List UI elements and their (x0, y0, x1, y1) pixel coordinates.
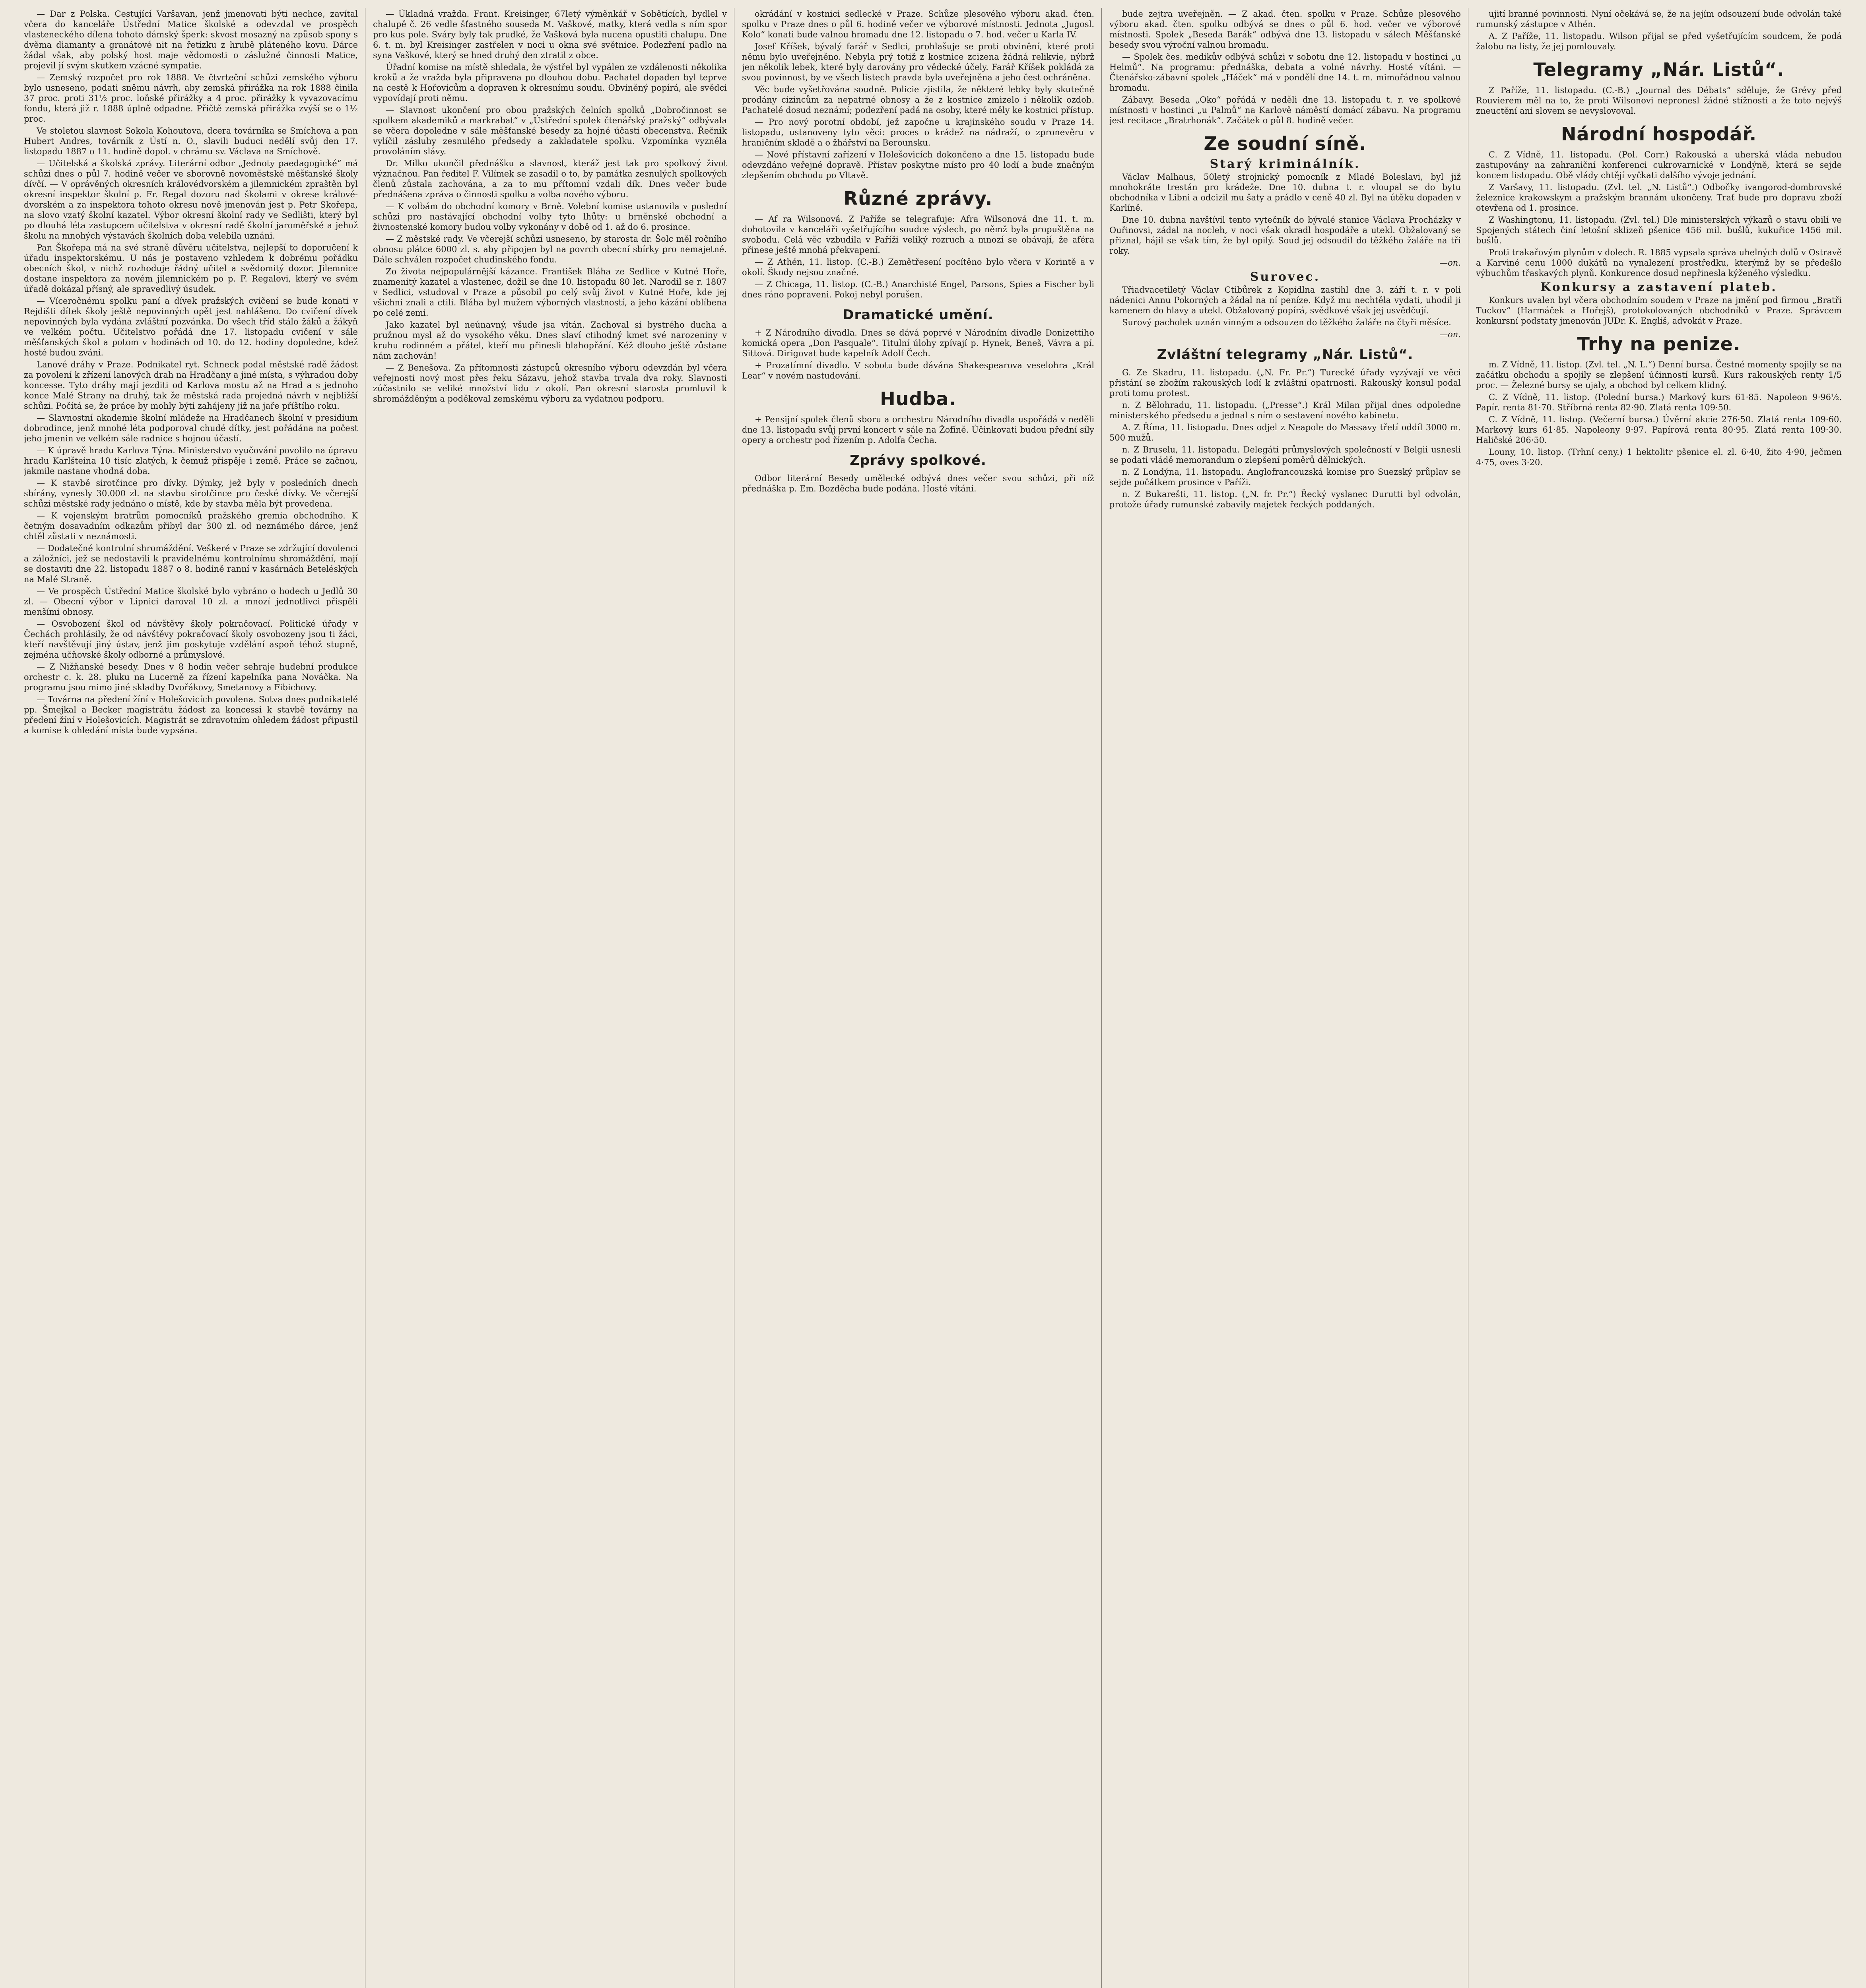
article-paragraph: — Pro nový porotní období, jež započne u krajinského soudu v Praze 14. listopadu, ustanoveny tyto věci: proces o krádež na nádraží, o zpronevěru v hraničním skladě a o žhářství na Berounsku. (742, 117, 1094, 148)
article-paragraph: — Z Athén, 11. listop. (C.-B.) Zemětřesení pocítěno bylo včera v Korintě a v okolí. Škody nejsou značné. (742, 257, 1094, 277)
article-paragraph: — Továrna na předení žíní v Holešovicích povolena. Sotva dnes podnikatelé pp. Šmejkal a Becker magistrátu žádost za koncessi k stavbě továrny na předení žíní v Holešovicích. Magistrát se zdravotním ohledem žádost připustil a komise k ohledání místa bude vypsána. (24, 695, 358, 735)
article-paragraph: — Nové přístavní zařízení v Holešovicích dokončeno a dne 15. listopadu bude odevzdáno veřejné dopravě. Přístav poskytne místo pro 40 lodí a bude značným zlepšením obchodu po Vltavě. (742, 150, 1094, 180)
article-paragraph: Zo života nejpopulárnější kázance. František Bláha ze Sedlice v Kutné Hoře, znamenitý kazatel a vlastenec, dožil se dne 10. listopadu 80 let. Narodil se r. 1807 v Sedlici, vstudoval v Praze a působil po celý svůj život v Kutné Hoře, kde jej všichni znali a ctili. Bláha byl mužem výborných vlastností, a jeho kázání oblíbena po celé zemi. (373, 267, 727, 318)
article-paragraph: Z Varšavy, 11. listopadu. (Zvl. tel. „N. Listů“.) Odbočky ivangorod-dombrovské železnice krakowskym a pražským brannám ukončeny. Trať bude pro dopravu zboží otevřena od 1. prosince. (1476, 182, 1842, 213)
article-paragraph: — Víceročnému spolku paní a dívek pražských cvičení se bude konati v Rejdišti dítek školy ještě nepovinných opět jest nahlášeno. Do cvičení dívek nepovinných byla vydána zvláštní pozvánka. Do všech tříd stálo žáků a žákyň ve velkém počtu. Učitelstvo pořádá dne 17. listopadu cvičení v sále měšťanských škol a potom v hodinách od 10. do 12. hodiny dopoledne, kdež hosté budou zváni. (24, 296, 358, 357)
article-paragraph: + Z Národního divadla. Dnes se dává poprvé v Národním divadle Donizettiho komická opera „Don Pasquale“. Titulní úlohy zpívají p. Hynek, Beneš, Vávra a pí. Sittová. Dirigovat bude kapelník Adolf Čech. (742, 328, 1094, 358)
article-paragraph: Úřadní komise na místě shledala, že výstřel byl vypálen ze vzdálenosti několika kroků a že vražda byla připravena po dlouhou dobu. Pachatel dopaden byl teprve na cestě k Hořovicům a dopraven k okresnímu soudu. Obviněný popírá, ale svědci vypovídají proti němu. (373, 62, 727, 103)
column-3 (742, 9, 1094, 1988)
article-paragraph: Pan Škořepa má na své straně důvěru učitelstva, nejlepší to doporučení k úřadu inspektorskému. U nás je postaveno vzhledem k dobrému pořádku obecních škol, v nichž rozhoduje řádný učitel a svědomitý dozor. Jilemnice dostane inspektora za novém jilemnickém po p. F. Regalovi, který ve svém úřadě dokázal přísný, ale spravedlivý úsudek. (24, 243, 358, 294)
section-title-telegramy: Telegramy „Nár. Listů“. (1533, 59, 1784, 80)
section-title-zvlastni-telegramy: Zvláštní telegramy „Nár. Listů“. (1157, 347, 1414, 363)
article-paragraph: — Z Nižňanské besedy. Dnes v 8 hodin večer sehraje hudební produkce orchestr c. k. 28. pluku na Lucerně za řízení kapelníka pana Nováčka. Na programu jsou mimo jiné skladby Dvořákovy, Smetanovy a Fibichovy. (24, 662, 358, 692)
article-paragraph: — Z Chicaga, 11. listop. (C.-B.) Anarchisté Engel, Parsons, Spies a Fischer byli dnes ráno popraveni. Pokoj nebyl porušen. (742, 280, 1094, 299)
section-title-konkursy: Konkursy a zastavení plateb. (1540, 280, 1777, 294)
article-paragraph: bude zejtra uveřejněn. — Z akad. čten. spolku v Praze. Schůze plesového výboru akad. čten. spolku odbývá se dnes o půl 6. hod. večer ve výborové místnosti. Spolek „Beseda Barák“ odbývá dne 13. listopadu v sálech Měšťanské besedy svou výroční valnou hromadu. (1109, 9, 1461, 50)
article-paragraph: Václav Malhaus, 50letý strojnický pomocník z Mladé Boleslavi, byl již mnohokráte trestán pro krádeže. Dne 10. dubna t. r. vloupal se do bytu obchodníka v Libni a odcizil mu šaty a prádlo v ceně 40 zl. Byl na útěku dopaden v Karlíně. (1109, 172, 1461, 213)
article-paragraph: Zábavy. Beseda „Oko“ pořádá v neděli dne 13. listopadu t. r. ve spolkové místnosti v hostinci „u Palmů“ na Karlově náměstí domácí zábavu. Na programu jest recitace „Bratrhonák“. Začátek o půl 8. hodině večer. (1109, 95, 1461, 125)
section-title-hudba: Hudba. (880, 388, 956, 410)
article-paragraph: m. Z Vídně, 11. listop. (Zvl. tel. „N. L.“) Denní bursa. Čestné momenty spojily se na začátku obchodu a spojily se zlepšení účinností kursů. Kurs rakouských renty 1/5 proc. — Železné bursy se ujaly, a obchod byl celkem klidný. (1476, 360, 1842, 390)
article-paragraph: — K volbám do obchodní komory v Brně. Volební komise ustanovila v poslední schůzi pro nastávající obchodní volby tyto lhůty: u brněnské obchodní a živnostenské komory budou volby vykonány v době od 1. až do 6. prosince. (373, 202, 727, 232)
section-title-ze-soudni-sine: Ze soudní síně. (1204, 133, 1367, 154)
article-paragraph: — Spolek čes. medikův odbývá schůzi v sobotu dne 12. listopadu v hostinci „u Helmů“. Na programu: přednáška, debata a volné návrhy. Hosté vítáni. — Čtenářsko-zábavní spolek „Háček“ má v pondělí dne 14. t. m. mimořádnou valnou hromadu. (1109, 52, 1461, 93)
column-1 (24, 9, 358, 1988)
article-paragraph: — K úpravě hradu Karlova Týna. Ministerstvo vyučování povolilo na úpravu hradu Karlšteina 10 tisíc zlatých, k čemuž přispěje i země. Práce se začnou, jakmile nastane vhodná doba. (24, 446, 358, 476)
column-5 (1476, 9, 1842, 1988)
article-paragraph: — Zemský rozpočet pro rok 1888. Ve čtvrteční schůzi zemského výboru bylo usneseno, podati sněmu návrh, aby zemská přirážka na rok 1888 činila 37 proc. proti 31½ proc. loňské přirážky a 4 proc. přirážky k vyvazovacímu fondu, která již r. 1888 úplně odpadne. Přičtě zemská přirážka zvýší se o 1½ proc. (24, 73, 358, 124)
article-signature: —on. (1439, 330, 1461, 339)
article-paragraph: okrádání v kostnici sedlecké v Praze. Schůze plesového výboru akad. čten. spolku v Praze dnes o půl 6. hodině večer ve výborové místnosti. Jednota „Jugosl. Kolo“ konati bude valnou hromadu dne 12. listopadu o 7. hod. večer u Karla IV. (742, 9, 1094, 39)
article-paragraph: — Z městské rady. Ve včerejší schůzi usneseno, by starosta dr. Šolc měl ročního obnosu plátce 6000 zl. s. aby připojen byl na povrch obecní sbírky pro nemajetné. Dále schválen rozpočet chudinského fondu. (373, 234, 727, 264)
article-paragraph: Z Paříže, 11. listopadu. (C.-B.) „Journal des Débats“ sděluje, že Grévy před Rouvierem měl na to, že proti Wilsonovi nepronesl žádné stížnosti a že toto nejvýš zneuctění ani slovem se nevyslovoval. (1476, 85, 1842, 116)
article-paragraph: ujití branné povinnosti. Nyní očekává se, že na jejím odsouzení bude odvolán také rumunský zástupce v Athén. (1476, 9, 1842, 29)
section-title-narodni-hospodar: Národní hospodář. (1561, 123, 1757, 145)
article-paragraph: Proti trakařovým plynům v dolech. R. 1885 vypsala správa uhelných dolů v Ostravě a Karviné cenu 1000 dukátů na vynalezení prostředku, kterýmž by se předešlo výbuchům třaskavých plynů. Konkurence dosud nepřinesla kýženého výsledku. (1476, 248, 1842, 278)
article-paragraph: A. Z Říma, 11. listopadu. Dnes odjel z Neapole do Massavy třetí oddíl 3000 m. 500 mužů. (1109, 423, 1461, 443)
article-paragraph: Lanové dráhy v Praze. Podnikatel ryt. Schneck podal městské radě žádost za povolení k zřízení lanových drah na Hradčany a jiné místa, s výhradou doby koncesse. Tyto dráhy mají jezditi od Karlova mostu až na Hrad a s jednoho konce Malé Strany na druhý, tak že městská rada projedná návrh v nejbližší schůzi. Počítá se, že práce by mohly býti zahájeny již na jaře příštího roku. (24, 360, 358, 411)
article-subtitle-surovec: Surovec. (1250, 270, 1320, 284)
article-paragraph: C. Z Vídně, 11. listop. (Polední bursa.) Markový kurs 61·85. Napoleon 9·96½. Papír. renta 81·70. Stříbrná renta 82·90. Zlatá renta 109·50. (1476, 392, 1842, 412)
section-title-trhy-na-penize: Trhy na penize. (1577, 333, 1741, 355)
column-rule (1101, 8, 1102, 1988)
section-title-zpravy-spolkove: Zprávy spolkové. (850, 452, 986, 468)
article-paragraph: Konkurs uvalen byl včera obchodním soudem v Praze na jmění pod firmou „Bratři Tuckov“ (Harmáček a Hořejš), protokolovaných obchodníků v Praze. Správcem konkursní podstaty jmenován JUDr. K. Engliš, advokát v Praze. (1476, 295, 1842, 326)
article-paragraph: Josef Kříšek, bývalý farář v Sedlci, prohlašuje se proti obvinění, které proti němu bylo uveřejněno. Nebyla prý totiž z kostnice zcizena žádná relikvie, nýbrž jen několik lebek, které byly darovány pro vědecké účely. Farář Kříšek pokládá za svou povinnost, by ve všech listech pravda byla uveřejněna a jeho čest ochráněna. (742, 42, 1094, 82)
article-paragraph: Z Washingtonu, 11. listopadu. (Zvl. tel.) Dle ministerských výkazů o stavu obilí ve Spojených státech činí letošní sklizeň pšenice 456 mil. bušlů, kukuřice 1456 mil. bušlů. (1476, 215, 1842, 245)
article-paragraph: n. Z Bruselu, 11. listopadu. Delegáti průmyslových společností v Belgii usnesli se podati vládě memorandum o zlepšení poměrů dělnických. (1109, 445, 1461, 465)
article-paragraph: Jako kazatel byl neúnavný, všude jsa vítán. Zachoval si bystrého ducha a pružnou mysl až do vysokého věku. Dnes slaví ctihodný kmet své narozeniny v kruhu rodinném a přátel, kteří mu přinesli blahopřání. Kéž dlouho ještě zůstane nám zachován! (373, 320, 727, 361)
section-title-ruzne-zpravy: Různé zprávy. (843, 188, 993, 209)
article-paragraph: Dne 10. dubna navštívil tento vytečník do bývalé stanice Václava Procházky v Ouřinovsi, zádal na nocleh, v noci však okradl hospodáře a utekl. Obžalovaný se přiznal, hájil se však tím, že byl opilý. Soud jej odsoudil do těžkého žaláře na tři roky. (1109, 215, 1461, 256)
article-paragraph: Třiadvacetiletý Václav Ctibůrek z Kopidlna zastihl dne 3. září t. r. v poli nádenici Annu Pokorných a žádal na ní peníze. Když mu nechtěla vydati, uhodil ji kamenem do hlavy a utekl. Obžalovaný popírá, svědkové však jej usvědčují. (1109, 285, 1461, 315)
article-paragraph: Louny, 10. listop. (Trhní ceny.) 1 hektolitr pšenice el. zl. 6·40, žito 4·90, ječmen 4·75, oves 3·20. (1476, 447, 1842, 467)
article-signature: —on. (1439, 258, 1461, 268)
article-paragraph: — Af ra Wilsonová. Z Paříže se telegrafuje: Afra Wilsonová dne 11. t. m. dohotovila v kanceláři vyšetřujícího soudce výslech, po němž byla propuštěna na svobodu. Celá věc vzbudila v Paříži veliký rozruch a mnozí se obávají, že aféra přinese ještě mnohá překvapení. (742, 214, 1094, 255)
article-paragraph: — Ve prospěch Ústřední Matice školské bylo vybráno o hodech u Jedlů 30 zl. — Obecní výbor v Lipnici daroval 10 zl. a mnozí jednotlivci přispěli menšími obnosy. (24, 586, 358, 617)
article-paragraph: Odbor literární Besedy umělecké odbývá dnes večer svou schůzi, při níž přednáška p. Em. Bozděcha bude podána. Hosté vítáni. (742, 474, 1094, 493)
article-paragraph: G. Ze Skadru, 11. listopadu. („N. Fr. Pr.“) Turecké úřady vyzývají ve věci přistání se zbožím rakouských lodí k zvláštní opatrnosti. Rakouský konsul podal proti tomu protest. (1109, 368, 1461, 398)
article-paragraph: Surový pacholek uznán vinným a odsouzen do těžkého žaláře na čtyři měsíce. (1122, 318, 1451, 327)
article-paragraph: C. Z Vídně, 11. listopadu. (Pol. Corr.) Rakouská a uherská vláda nebudou zastupovány na zahraniční konferenci cukrovarnické v Londýně, která se sejde koncem listopadu. Obě vlády chtějí vyčkati dalšího vývoje jednání. (1476, 150, 1842, 180)
article-paragraph: — Slavnostní akademie školní mládeže na Hradčanech školní v presidium dobrodince, jenž mnohé léta podporoval chudé dítky, jest pořádána na počest jeho jmenin ve velkém sále radnice s hojnou účastí. (24, 413, 358, 443)
column-2 (373, 9, 727, 1988)
article-paragraph: C. Z Vídně, 11. listop. (Večerní bursa.) Úvěrní akcie 276·50. Zlatá renta 109·60. Markový kurs 61·85. Napoleony 9·97. Papírová renta 80·95. Zlatá renta 109·30. Haličské 206·50. (1476, 415, 1842, 445)
article-paragraph: Dr. Milko ukončil přednášku a slavnost, kteráž jest tak pro spolkový život význačnou. Pan ředitel F. Vilímek se zasadil o to, by památka zesnulých spolkových členů zůstala zachována, a za to mu přítomní vzdali dík. Dnes večer bude přednášena zpráva o činnosti spolku a volba nového výboru. (373, 159, 727, 199)
article-paragraph: — Slavnost ukončení pro obou pražských čelních spolků „Dobročinnost se spolkem akademiků a markrabat“ v „Ústřední spolek čtenářský pražský“ odbývala se včera dopoledne v sále měšťanské besedy za hojné účasti obecenstva. Řečník vylíčil zásluhy zesnulého předsedy a zakladatele spolku. Vzpomínka vyzněla provoláním slávy. (373, 105, 727, 156)
article-paragraph: — K stavbě sirotčince pro dívky. Dýmky, jež byly v posledních dnech sbírány, vynesly 30.000 zl. na stavbu sirotčince pro české dívky. Ve včerejší schůzi městské rady jednáno o místě, kde by stavba měla být provedena. (24, 478, 358, 509)
article-paragraph: Věc bude vyšetřována soudně. Policie zjistila, že některé lebky byly skutečně prodány cizincům za nepatrné obnosy a že z kostnice zmizelo i několik ozdob. Pachatelé dosud neznámí; podezření padá na osoby, které měly ke kostnici přístup. (742, 85, 1094, 115)
article-paragraph: + Pensijní spolek členů sboru a orchestru Národního divadla uspořádá v neděli dne 13. listopadu svůj první koncert v sále na Žofíně. Účinkovati budou přední síly opery a orchestr pod řízením p. Adolfa Čecha. (742, 415, 1094, 445)
article-paragraph: — K vojenským bratrům pomocníků pražského gremia obchodního. K četným dosavadním odkazům přibyl dar 300 zl. od neznámého dárce, jenž chtěl zůstati v neznámosti. (24, 511, 358, 541)
article-paragraph: n. Z Bukarešti, 11. listop. („N. fr. Pr.“) Řecký vyslanec Durutti byl odvolán, protože úřady rumunské zabavily majetek řeckých poddaných. (1109, 489, 1461, 509)
article-paragraph: — Úkladná vražda. Frant. Kreisinger, 67letý výměnkář v Sobětících, bydlel v chalupě č. 26 vedle šťastného souseda M. Vaškové, matky, která vedla s ním spor pro kus pole. Sváry byly tak prudké, že Vašková byla nucena opustiti chalupu. Dne 6. t. m. byl Kreisinger zastřelen v noci u okna své světnice. Podezření padlo na syna Vaškové, který se hned druhý den ztratil z obce. (373, 9, 727, 60)
article-paragraph: — Z Benešova. Za přítomnosti zástupců okresního výboru odevzdán byl včera veřejnosti nový most přes řeku Sázavu, jehož stavba trvala dva roky. Slavnosti zúčastnilo se veliké množství lidu z okolí. Pan okresní starosta promluvil k shromážděným a poděkoval zemskému výboru za vydatnou podporu. (373, 363, 727, 404)
article-paragraph: n. Z Londýna, 11. listopadu. Anglofrancouzská komise pro Suezský průplav se sejde počátkem prosince v Paříži. (1109, 467, 1461, 487)
section-title-dramaticke-umeni: Dramatické umění. (843, 307, 994, 323)
article-paragraph: A. Z Paříže, 11. listopadu. Wilson přijal se před vyšetřujícím soudcem, že podá žalobu na listy, že jej pomlouvaly. (1476, 31, 1842, 51)
article-paragraph: — Osvobození škol od návštěvy školy pokračovací. Politické úřady v Čechách prohlásily, že od návštěvy pokračovací školy osvobozeny jsou ti žáci, kteří navštěvují jiný ústav, jenž jim poskytuje vzdělání aspoň téhož stupně, zejména učňovské školy odborné a průmyslové. (24, 619, 358, 660)
article-paragraph: + Prozatímní divadlo. V sobotu bude dávána Shakespearova veselohra „Král Lear“ v novém nastudování. (742, 361, 1094, 381)
article-paragraph: n. Z Bělohradu, 11. listopadu. („Presse“.) Král Milan přijal dnes odpoledne ministerského předsedu a jednal s ním o sestavení nového kabinetu. (1109, 400, 1461, 420)
column-4 (1109, 9, 1461, 1988)
article-paragraph: — Dodatečné kontrolní shromáždění. Veškeré v Praze se zdržující dovolenci a záložníci, jež se nedostavili k pravidelnému kontrolnímu shromáždění, mají se dostaviti dne 22. listopadu 1887 o 8. hodině ranní v kasárnách Beteléských na Malé Straně. (24, 544, 358, 584)
article-paragraph: — Učitelská a školská zprávy. Literární odbor „Jednoty paedagogické“ má schůzi dnes o půl 7. hodině večer ve sborovně novoměstské měšťanské školy dívčí. — V oprávěných okresních královédvorském a jilemnickém zpraštěn byl okresní inspektor školní p. Fr. Regal dozoru nad školami v okrese králové-dvorském a za inspektora tohoto okresu nově jmenován jest p. Petr Skořepa, na slovo vzatý školní kazatel. Výbor okresní školní rady ve Sedlišti, který byl po dlouhá léta zastupcem učitelstva v okresní radě školní jaroměřské a jehož školu na mnohých výstavách školních doba velebila uznáni. (24, 159, 358, 241)
article-paragraph: Ve stoletou slavnost Sokola Kohoutova, dcera továrníka se Smíchova a pan Hubert Andres, továrník z Ústí n. O., slavili buduci nedělí svůj den 17. listopadu 1887 o 11. hodině dopol. v chrámu sv. Václava na Smíchově. (24, 126, 358, 156)
article-paragraph: — Dar z Polska. Cestující Varšavan, jenž jmenovati býti nechce, zavítal včera do kanceláře Ústřední Matice školské a odevzdal ve prospěch vlasteneckého dílena tohoto dámský šperk: skvost mosazný na způsob spony s dvěma diamanty a granátové nit na řetízku z hrubě pláteného kovu. Dárce žádal však, aby polský host maje vědomosti o záslužné činnosti Matice, projevil jí svým skutkem vzácné sympatie. (24, 9, 358, 70)
article-subtitle-stary-kriminalnik: Starý kriminálník. (1210, 157, 1361, 171)
